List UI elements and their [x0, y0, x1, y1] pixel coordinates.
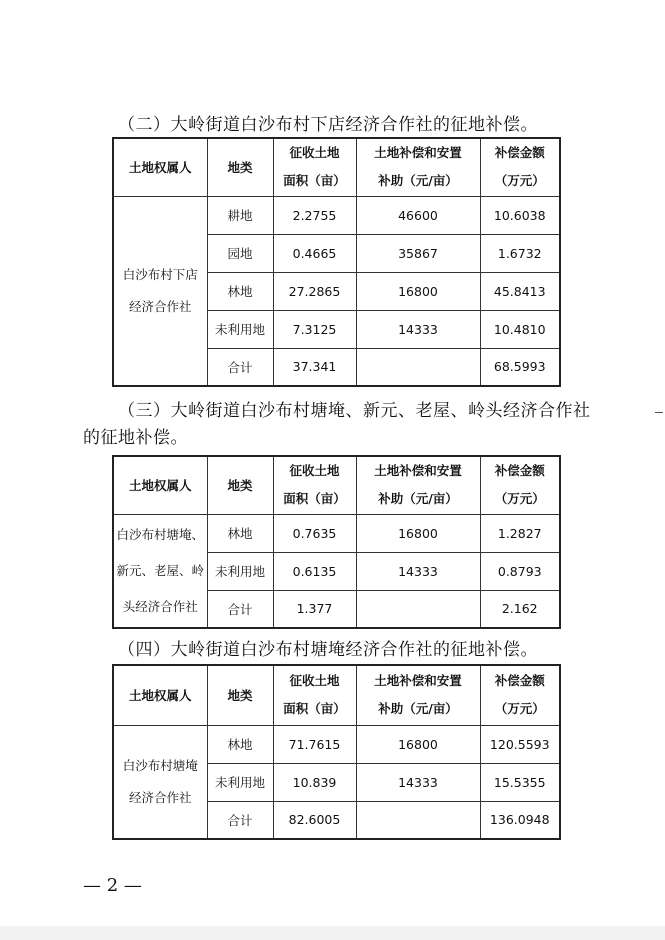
header-row — [113, 138, 560, 196]
table-row — [113, 196, 560, 234]
amount-cell: 1.2827 — [480, 514, 560, 552]
header-amount: 补偿金额 （万元） — [480, 138, 560, 196]
header-owner: 土地权属人 — [113, 456, 207, 514]
area-cell: 0.6135 — [273, 552, 356, 590]
area-cell: 2.2755 — [273, 196, 356, 234]
subsidy-cell: 14333 — [356, 763, 480, 801]
area-cell: 1.377 — [273, 590, 356, 628]
subsidy-cell — [356, 348, 480, 386]
amount-cell: 120.5593 — [480, 725, 560, 763]
land-type-cell: 未利用地 — [207, 310, 273, 348]
amount-cell: 10.4810 — [480, 310, 560, 348]
area-cell: 37.341 — [273, 348, 356, 386]
header-area: 征收土地 面积（亩） — [273, 138, 356, 196]
section-3-title: （三）大岭街道白沙布村塘埯、新元、老屋、岭头经济合作社 — [118, 401, 591, 421]
subsidy-cell — [356, 590, 480, 628]
owner-cell: 白沙布村下店 经济合作社 — [113, 196, 207, 386]
header-subsidy: 土地补偿和安置 补助（元/亩） — [356, 456, 480, 514]
table-row — [113, 725, 560, 763]
subsidy-cell: 16800 — [356, 272, 480, 310]
land-type-cell: 合计 — [207, 348, 273, 386]
land-type-cell: 耕地 — [207, 196, 273, 234]
edge-mark — [655, 412, 663, 413]
section-2-table — [112, 137, 561, 387]
header-land-type: 地类 — [207, 138, 273, 196]
land-type-cell: 园地 — [207, 234, 273, 272]
subsidy-cell: 16800 — [356, 725, 480, 763]
header-land-type: 地类 — [207, 456, 273, 514]
section-3-table — [112, 455, 561, 629]
land-type-cell: 林地 — [207, 514, 273, 552]
subsidy-cell: 46600 — [356, 196, 480, 234]
area-cell: 27.2865 — [273, 272, 356, 310]
amount-cell: 15.5355 — [480, 763, 560, 801]
amount-cell: 2.162 — [480, 590, 560, 628]
section-3-title-cont: 的征地补偿。 — [83, 428, 188, 448]
land-type-cell: 合计 — [207, 590, 273, 628]
header-owner: 土地权属人 — [113, 665, 207, 725]
subsidy-cell — [356, 801, 480, 839]
subsidy-cell: 14333 — [356, 310, 480, 348]
land-type-cell: 未利用地 — [207, 763, 273, 801]
bottom-band — [0, 926, 665, 940]
subsidy-cell: 35867 — [356, 234, 480, 272]
header-amount: 补偿金额 （万元） — [480, 665, 560, 725]
header-row — [113, 665, 560, 725]
owner-cell: 白沙布村塘埯 经济合作社 — [113, 725, 207, 839]
header-owner: 土地权属人 — [113, 138, 207, 196]
area-cell: 71.7615 — [273, 725, 356, 763]
header-area: 征收土地 面积（亩） — [273, 665, 356, 725]
page-number: — 2 — — [83, 875, 142, 896]
amount-cell: 136.0948 — [480, 801, 560, 839]
area-cell: 10.839 — [273, 763, 356, 801]
area-cell: 7.3125 — [273, 310, 356, 348]
header-subsidy: 土地补偿和安置 补助（元/亩） — [356, 665, 480, 725]
section-2-title: （二）大岭街道白沙布村下店经济合作社的征地补偿。 — [118, 115, 538, 135]
land-type-cell: 林地 — [207, 725, 273, 763]
header-amount: 补偿金额 （万元） — [480, 456, 560, 514]
area-cell: 0.4665 — [273, 234, 356, 272]
header-land-type: 地类 — [207, 665, 273, 725]
subsidy-cell: 14333 — [356, 552, 480, 590]
area-cell: 82.6005 — [273, 801, 356, 839]
amount-cell: 68.5993 — [480, 348, 560, 386]
table-row — [113, 514, 560, 552]
land-type-cell: 林地 — [207, 272, 273, 310]
area-cell: 0.7635 — [273, 514, 356, 552]
amount-cell: 10.6038 — [480, 196, 560, 234]
land-type-cell: 未利用地 — [207, 552, 273, 590]
amount-cell: 1.6732 — [480, 234, 560, 272]
section-4-table — [112, 664, 561, 840]
subsidy-cell: 16800 — [356, 514, 480, 552]
header-row — [113, 456, 560, 514]
land-type-cell: 合计 — [207, 801, 273, 839]
section-4-title: （四）大岭街道白沙布村塘埯经济合作社的征地补偿。 — [118, 640, 538, 660]
amount-cell: 45.8413 — [480, 272, 560, 310]
header-subsidy: 土地补偿和安置 补助（元/亩） — [356, 138, 480, 196]
amount-cell: 0.8793 — [480, 552, 560, 590]
owner-cell: 白沙布村塘埯、 新元、老屋、岭 头经济合作社 — [113, 514, 207, 628]
header-area: 征收土地 面积（亩） — [273, 456, 356, 514]
